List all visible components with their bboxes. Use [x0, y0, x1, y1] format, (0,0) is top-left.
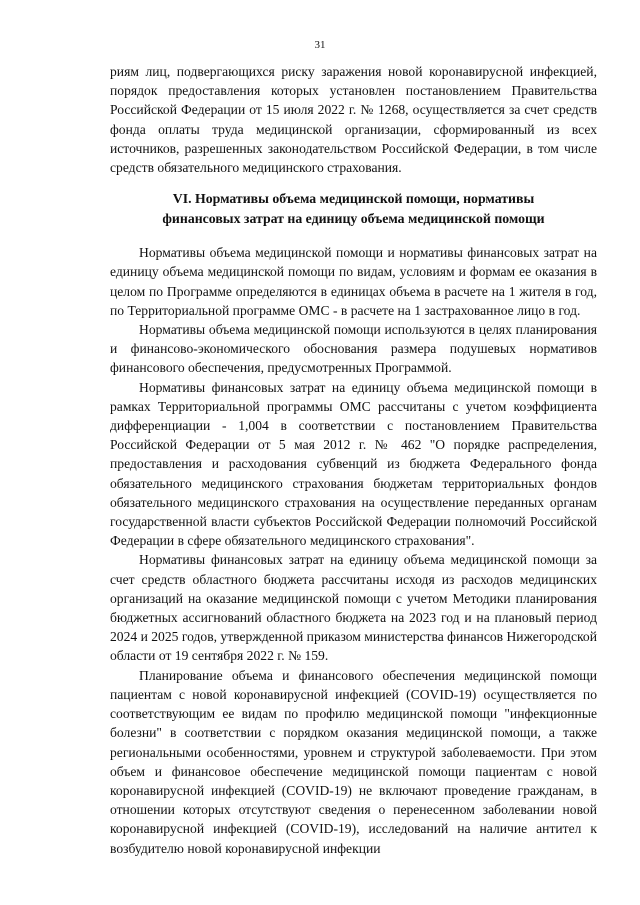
section-heading — [110, 189, 597, 229]
paragraph-norms-usage: Нормативы объема медицинской помощи используются в целях планирования и финансово-экономического обоснования размера подушевых нормативов финансового обеспечения, предусмотренных Программой. — [110, 322, 597, 376]
document-body — [110, 62, 597, 858]
paragraph-covid-planning: Планирование объема и финансового обеспечения медицинской помощи пациентам с новой коронавирусной инфекцией (COVID-19) осуществляется по соответствующим ее видам по профилю медицинской помощи "инфекционные болезни" в соответствии с порядком оказания медицинской помощи, а также региональными особенностями, уровнем и структурой заболеваемости. При этом объем и финансовое обеспечение медицинской помощи пациентам с новой коронавирусной инфекцией (COVID-19) не включают проведение гражданам, в отношении которых отсутствуют сведения о перенесенном заболевании новой коронавирусной инфекцией (COVID-19), исследований на наличие антител к возбудителю новой коронавирусной инфекции — [110, 667, 597, 856]
paragraph-regional-budget-norms: Нормативы финансовых затрат на единицу объема медицинской помощи за счет средств областного бюджета рассчитаны исходя из расходов медицинских организаций на оказание медицинской помощи с учетом Методики планирования бюджетных ассигнований областного бюджета на 2023 год и на плановый период 2024 и 2025 годов, утвержденной приказом министерства финансов Нижегородской области от 19 сентября 2022 г. № 159. — [110, 552, 597, 664]
intro-paragraph: риям лиц, подвергающихся риску заражения новой коронавирусной инфекцией, порядок предоставления которых установлен постановлением Правительства Российской Федерации от 15 июля 2022 г. № 1268, осуществляется за счет средств фонда оплаты труда медицинской организации, сформированный из всех источников, разрешенных законодательством Российской Федерации, в том числе средств обязательного медицинского страхования. — [110, 64, 597, 176]
section-heading-line-1: VI. Нормативы объема медицинской помощи, нормативы — [172, 191, 535, 207]
paragraph-volume-norms: Нормативы объема медицинской помощи и нормативы финансовых затрат на единицу объема медицинской помощи по видам, условиям и формам ее оказания в целом по Программе определяются в единицах объема в расчете на 1 жителя в год, по Территориальной программе ОМС - в расчете на 1 застрахованное лицо в год. — [110, 245, 597, 318]
paragraph-oms-cost-norms: Нормативы финансовых затрат на единицу объема медицинской помощи в рамках Территориальной программы ОМС рассчитаны с учетом коэффициента дифференциации - 1,004 в соответствии с постановлением Правительства Российской Федерации от 5 мая 2012 г. № 462 "О порядке распределения, предоставления и расходования субвенций из бюджета Федерального фонда обязательного медицинского страхования бюджетам территориальных фондов обязательного медицинского страхования на осуществление переданных органам государственной власти субъектов Российской Федерации полномочий Российской Федерации в сфере обязательного медицинского страхования". — [110, 379, 597, 549]
page-number: 31 — [314, 39, 326, 51]
section-heading-line-2: финансовых затрат на единицу объема медицинской помощи — [162, 211, 545, 227]
